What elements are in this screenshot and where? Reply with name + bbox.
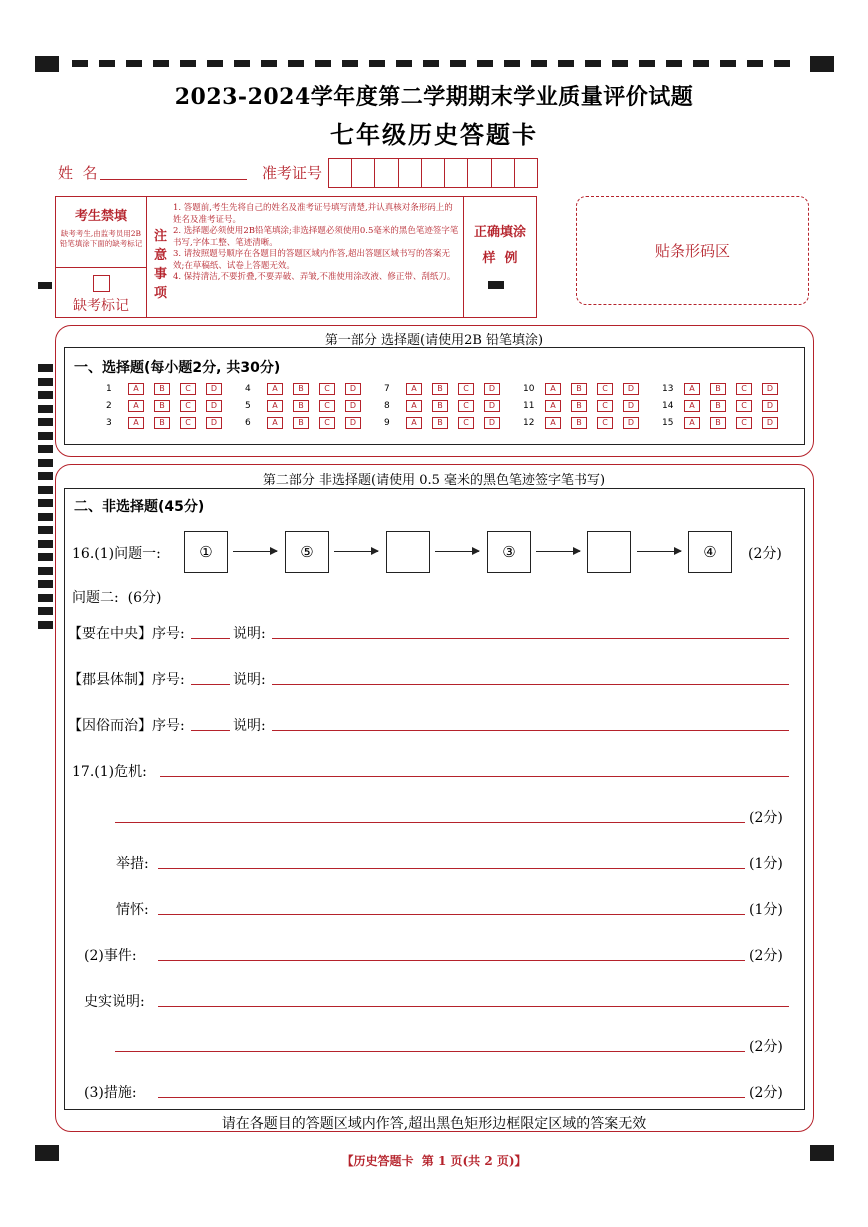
dash-mark <box>423 60 439 67</box>
attention-list <box>173 203 459 284</box>
sample-filled-mark <box>488 281 504 289</box>
registration-mark <box>38 282 52 289</box>
dash-mark <box>153 60 169 67</box>
option-bubble-d[interactable]: D <box>484 383 500 395</box>
timing-mark <box>38 540 53 548</box>
option-bubble-b[interactable]: B <box>432 417 448 429</box>
option-bubble-b[interactable]: B <box>710 400 726 412</box>
option-bubble-b[interactable]: B <box>571 383 587 395</box>
item-tag: 【因俗而治】 <box>68 718 152 734</box>
answer-area-note: 请在各题目的答题区域内作答,超出黑色矩形边框限定区域的答案无效 <box>221 1116 647 1132</box>
flow-box-blank[interactable] <box>587 531 631 573</box>
q17-crisis-label: 17.(1)危机: <box>72 764 147 780</box>
flow-box-blank[interactable] <box>386 531 430 573</box>
timing-mark <box>38 567 53 575</box>
timing-mark <box>38 526 53 534</box>
flow-box: ③ <box>487 531 531 573</box>
dash-mark <box>126 60 142 67</box>
option-bubble-b[interactable]: B <box>432 383 448 395</box>
option-bubble-a[interactable]: A <box>545 417 561 429</box>
q17-event-score: (2分) <box>749 948 783 964</box>
option-bubble-d[interactable]: D <box>762 417 778 429</box>
dash-mark <box>180 60 196 67</box>
option-bubble-b[interactable]: B <box>154 400 170 412</box>
option-bubble-c[interactable]: C <box>458 417 474 429</box>
option-bubble-d[interactable]: D <box>484 417 500 429</box>
item-seq: 序号: <box>152 672 185 688</box>
sample-label: 样 例 <box>482 251 518 266</box>
part2-section-title: 二、非选择题(45分) <box>74 499 205 515</box>
dash-mark <box>369 60 385 67</box>
flow-box: ① <box>184 531 228 573</box>
q17-facts-label: 史实说明: <box>84 994 145 1010</box>
exam-title: 2023-2024学年度第二学期期末学业质量评价试题 <box>174 84 694 110</box>
answer-line[interactable] <box>158 1097 745 1098</box>
q17-measures-label: 举措: <box>116 856 149 872</box>
option-bubble-c[interactable]: C <box>319 383 335 395</box>
part1-heading: 第一部分 选择题(请使用2B 铅笔填涂) <box>324 333 544 348</box>
mc-row <box>106 417 801 429</box>
forbidden-area <box>56 197 147 317</box>
question-number: 5 <box>245 401 251 411</box>
item-tag: 【郡县体制】 <box>68 672 152 688</box>
answer-line[interactable] <box>158 1006 789 1007</box>
option-bubble-a[interactable]: A <box>267 383 283 395</box>
question-number: 8 <box>384 401 390 411</box>
option-bubble-c[interactable]: C <box>736 400 752 412</box>
attention-item: 3. 请按照题号顺序在各题目的答题区域内作答,超出答题区域书写的答案无效;在草稿纸、试卷上答题无效。 <box>173 249 451 271</box>
option-bubble-b[interactable]: B <box>432 400 448 412</box>
option-bubble-c[interactable]: C <box>458 383 474 395</box>
answer-line[interactable] <box>115 1051 745 1052</box>
option-bubble-c[interactable]: C <box>319 400 335 412</box>
forbidden-title: 考生禁填 <box>74 209 127 224</box>
attention-item: 4. 保持清洁,不要折叠,不要弄破、弄皱,不准使用涂改液、修正带、刮纸刀。 <box>173 272 456 282</box>
timing-mark <box>38 580 53 588</box>
option-bubble-b[interactable]: B <box>710 417 726 429</box>
option-bubble-c[interactable]: C <box>458 400 474 412</box>
option-bubble-d[interactable]: D <box>345 417 361 429</box>
notice-block <box>55 196 537 318</box>
option-bubble-c[interactable]: C <box>319 417 335 429</box>
mc-question <box>662 383 801 395</box>
flow-arrow <box>435 551 479 552</box>
option-bubble-a[interactable]: A <box>406 417 422 429</box>
option-bubble-a[interactable]: A <box>406 400 422 412</box>
dash-mark <box>504 60 520 67</box>
seq-field[interactable] <box>191 730 230 731</box>
question-number: 9 <box>384 418 390 428</box>
dash-mark <box>693 60 709 67</box>
option-bubble-c[interactable]: C <box>736 417 752 429</box>
option-bubble-c[interactable]: C <box>736 383 752 395</box>
desc-field[interactable] <box>272 684 789 685</box>
dash-mark <box>531 60 547 67</box>
option-bubble-d[interactable]: D <box>484 400 500 412</box>
attention-item: 2. 选择题必须使用2B铅笔填涂;非选择题必须使用0.5毫米的黑色笔迹签字笔书写,字体工整、笔迹清晰。 <box>173 226 459 248</box>
answer-line[interactable] <box>115 822 745 823</box>
q17-crisis-score: (2分) <box>749 810 783 826</box>
dash-mark <box>315 60 331 67</box>
mc-question <box>106 383 245 395</box>
option-bubble-a[interactable]: A <box>684 383 700 395</box>
question-number: 14 <box>662 401 674 411</box>
option-bubble-b[interactable]: B <box>571 417 587 429</box>
mc-question <box>106 400 245 412</box>
dash-mark <box>774 60 790 67</box>
option-bubble-c[interactable]: C <box>597 383 613 395</box>
page-footer: 【历史答题卡 第 1 页(共 2 页)】 <box>341 1154 527 1168</box>
flow-arrow <box>536 551 580 552</box>
q17-measures-score: (1分) <box>749 856 783 872</box>
question-number: 3 <box>106 418 112 428</box>
q17-facts-score: (2分) <box>749 1039 783 1055</box>
option-bubble-d[interactable]: D <box>345 400 361 412</box>
option-bubble-b[interactable]: B <box>710 383 726 395</box>
option-bubble-a[interactable]: A <box>545 383 561 395</box>
option-bubble-b[interactable]: B <box>154 383 170 395</box>
dash-mark <box>72 60 88 67</box>
item-seq: 序号: <box>152 626 185 642</box>
dash-mark <box>396 60 412 67</box>
mc-row <box>106 400 801 412</box>
option-bubble-a[interactable]: A <box>128 400 144 412</box>
dash-mark <box>720 60 736 67</box>
option-bubble-a[interactable]: A <box>128 383 144 395</box>
mc-row <box>106 383 801 395</box>
absent-label: 缺考标记 <box>73 298 129 314</box>
option-bubble-d[interactable]: D <box>206 383 222 395</box>
option-bubble-a[interactable]: A <box>684 417 700 429</box>
part2-box <box>64 488 805 1110</box>
item-desc: 说明: <box>233 626 266 642</box>
option-bubble-a[interactable]: A <box>684 400 700 412</box>
forbidden-text: 缺考考生,由监考员用2B铅笔填涂下面的缺考标记 <box>59 229 143 248</box>
option-bubble-d[interactable]: D <box>206 417 222 429</box>
mc-question <box>245 383 384 395</box>
option-bubble-c[interactable]: C <box>180 417 196 429</box>
part2-heading: 第二部分 非选择题(请使用 0.5 毫米的黑色笔迹签字笔书写) <box>262 473 606 488</box>
option-bubble-d[interactable]: D <box>762 400 778 412</box>
dash-mark <box>585 60 601 67</box>
q16-prefix: 16.(1)问题一: <box>72 546 161 562</box>
question-number: 12 <box>523 418 535 428</box>
timing-mark <box>38 459 53 467</box>
option-bubble-a[interactable]: A <box>267 417 283 429</box>
dash-mark <box>288 60 304 67</box>
item-desc: 说明: <box>233 672 266 688</box>
timing-mark <box>38 418 53 426</box>
timing-mark <box>38 499 53 507</box>
card-title: 七年级历史答题卡 <box>330 120 538 149</box>
q17-feeling-score: (1分) <box>749 902 783 918</box>
desc-field[interactable] <box>272 638 789 639</box>
question-number: 2 <box>106 401 112 411</box>
question-number: 11 <box>523 401 535 411</box>
dash-mark <box>207 60 223 67</box>
name-label: 姓 名 <box>58 164 98 182</box>
mc-question <box>245 417 384 429</box>
mc-question <box>662 400 801 412</box>
dash-mark <box>747 60 763 67</box>
exam-id-boxes[interactable] <box>328 158 538 188</box>
timing-mark <box>38 391 53 399</box>
mc-question <box>384 383 523 395</box>
q17-event-label: (2)事件: <box>84 948 137 964</box>
question-number: 6 <box>245 418 251 428</box>
mc-question <box>245 400 384 412</box>
option-bubble-b[interactable]: B <box>293 383 309 395</box>
question-number: 13 <box>662 384 674 394</box>
desc-field[interactable] <box>272 730 789 731</box>
question-number: 4 <box>245 384 251 394</box>
flow-arrow <box>334 551 378 552</box>
question-number: 10 <box>523 384 535 394</box>
mc-question <box>523 400 662 412</box>
timing-mark <box>38 405 53 413</box>
seq-field[interactable] <box>191 638 230 639</box>
q16-score: (2分) <box>748 546 782 562</box>
answer-line[interactable] <box>160 776 789 777</box>
dash-mark <box>666 60 682 67</box>
option-bubble-a[interactable]: A <box>267 400 283 412</box>
option-bubble-a[interactable]: A <box>545 400 561 412</box>
option-bubble-b[interactable]: B <box>293 400 309 412</box>
answer-line[interactable] <box>158 914 745 915</box>
dash-mark <box>234 60 250 67</box>
timing-mark <box>38 553 53 561</box>
option-bubble-a[interactable]: A <box>128 417 144 429</box>
flow-arrow <box>233 551 277 552</box>
mc-question <box>523 417 662 429</box>
option-bubble-d[interactable]: D <box>345 383 361 395</box>
mc-question <box>523 383 662 395</box>
question-number: 1 <box>106 384 112 394</box>
item-seq: 序号: <box>152 718 185 734</box>
option-bubble-c[interactable]: C <box>597 400 613 412</box>
timing-mark <box>38 513 53 521</box>
q17-feeling-label: 情怀: <box>116 902 149 918</box>
item-desc: 说明: <box>233 718 266 734</box>
timing-mark <box>38 364 53 372</box>
question-number: 15 <box>662 418 674 428</box>
answer-line[interactable] <box>158 960 745 961</box>
mc-question <box>384 400 523 412</box>
flow-arrow <box>637 551 681 552</box>
timing-mark <box>38 445 53 453</box>
dash-mark <box>450 60 466 67</box>
dash-mark <box>261 60 277 67</box>
timing-mark <box>38 472 53 480</box>
sample-title: 正确填涂 <box>473 225 526 240</box>
timing-mark <box>38 621 53 629</box>
dash-mark <box>612 60 628 67</box>
q17-action-label: (3)措施: <box>84 1085 137 1101</box>
option-bubble-c[interactable]: C <box>180 383 196 395</box>
seq-field[interactable] <box>191 684 230 685</box>
flow-box: ⑤ <box>285 531 329 573</box>
absent-checkbox[interactable] <box>93 275 110 292</box>
timing-mark <box>38 378 53 386</box>
question-number: 7 <box>384 384 390 394</box>
dash-mark <box>477 60 493 67</box>
q16-q2-label: 问题二: (6分) <box>72 590 162 606</box>
timing-mark <box>38 594 53 602</box>
mc-question <box>106 417 245 429</box>
timing-mark <box>38 486 53 494</box>
part1-section-title: 一、选择题(每小题2分, 共30分) <box>74 360 281 376</box>
option-bubble-d[interactable]: D <box>623 417 639 429</box>
option-bubble-c[interactable]: C <box>597 417 613 429</box>
barcode-area: 贴条形码区 <box>576 196 809 305</box>
option-bubble-d[interactable]: D <box>762 383 778 395</box>
registration-mark <box>35 56 59 72</box>
mc-question <box>384 417 523 429</box>
registration-mark <box>810 56 834 72</box>
dash-mark <box>639 60 655 67</box>
exam-id-label: 准考证号 <box>262 164 323 182</box>
option-bubble-c[interactable]: C <box>180 400 196 412</box>
option-bubble-b[interactable]: B <box>154 417 170 429</box>
flow-box: ④ <box>688 531 732 573</box>
dash-mark <box>558 60 574 67</box>
dash-mark <box>99 60 115 67</box>
q17-action-score: (2分) <box>749 1085 783 1101</box>
answer-line[interactable] <box>158 868 745 869</box>
name-field[interactable] <box>100 179 247 180</box>
option-bubble-b[interactable]: B <box>571 400 587 412</box>
mc-question <box>662 417 801 429</box>
timing-mark <box>38 607 53 615</box>
dash-mark <box>342 60 358 67</box>
option-bubble-d[interactable]: D <box>623 400 639 412</box>
timing-mark <box>38 432 53 440</box>
item-tag: 【要在中央】 <box>68 626 152 642</box>
attention-label: 注意事项 <box>154 229 168 301</box>
option-bubble-a[interactable]: A <box>406 383 422 395</box>
option-bubble-b[interactable]: B <box>293 417 309 429</box>
option-bubble-d[interactable]: D <box>206 400 222 412</box>
option-bubble-d[interactable]: D <box>623 383 639 395</box>
attention-item: 1. 答题前,考生先将自己的姓名及准考证号填写清楚,并认真核对条形码上的姓名及准考证号。 <box>173 203 453 225</box>
